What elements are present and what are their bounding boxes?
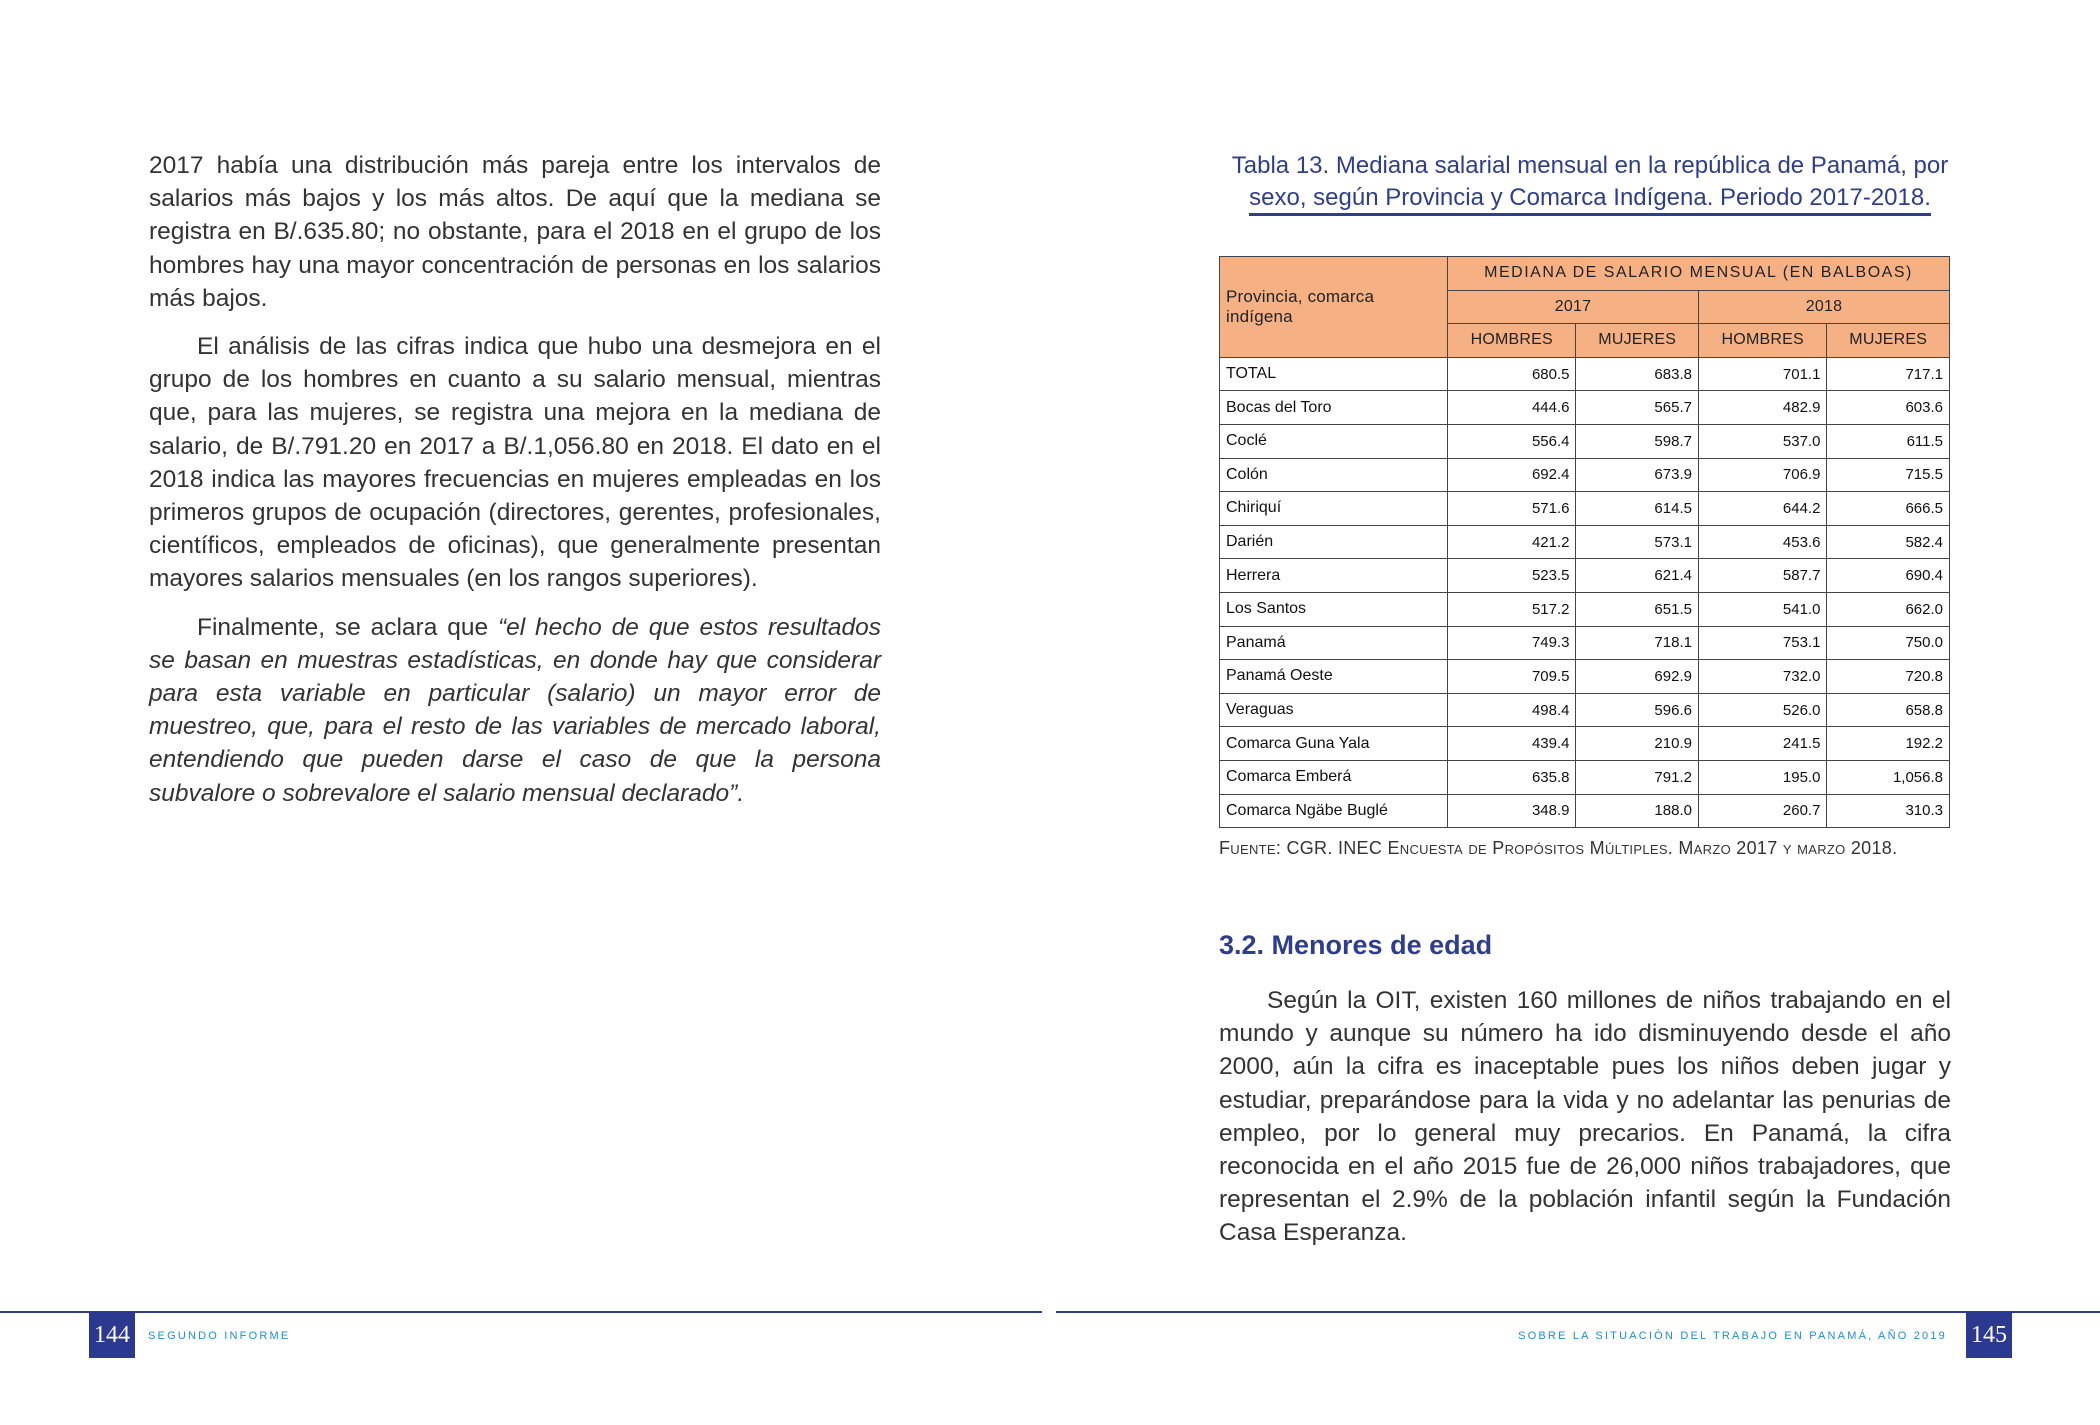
- table-row: [1220, 794, 1950, 828]
- value-cell: 662.0: [1827, 592, 1950, 626]
- value-cell: 658.8: [1827, 693, 1950, 727]
- value-cell: 573.1: [1576, 525, 1698, 559]
- table-row: [1220, 693, 1950, 727]
- row-name-cell: Darién: [1220, 525, 1448, 559]
- row-name-cell: Comarca Emberá: [1220, 760, 1448, 794]
- row-name-cell: Panamá: [1220, 626, 1448, 660]
- sub-header: HOMBRES: [1448, 324, 1576, 358]
- value-cell: 587.7: [1698, 559, 1826, 593]
- quote-intro: Finalmente, se aclara que: [197, 613, 498, 641]
- table-row: [1220, 626, 1950, 660]
- value-cell: 603.6: [1827, 391, 1950, 425]
- row-name-cell: Los Santos: [1220, 592, 1448, 626]
- row-name-cell: Coclé: [1220, 424, 1448, 458]
- value-cell: 482.9: [1698, 391, 1826, 425]
- table-caption-line-1: Tabla 13. Mediana salarial mensual en la república de Panamá, por: [1231, 152, 1949, 179]
- value-cell: 582.4: [1827, 525, 1950, 559]
- table-caption: [1220, 150, 1960, 214]
- value-cell: 614.5: [1576, 492, 1698, 526]
- table-row: [1220, 357, 1950, 391]
- table-row: [1220, 760, 1950, 794]
- section-heading: 3.2. Menores de edad: [1219, 930, 1493, 960]
- paragraph: Según la OIT, existen 160 millones de niños trabajando en el mundo y aunque su número ha ido disminuyendo desde el año 2000, aún la cifra es inaceptable pues los niños deben jugar y estudiar, preparándose para la vida y no adelantar las penurias de empleo, por lo general muy precarios. En Panamá, la cifra reconocida en el año 2015 fue de 26,000 niños trabajadores, que representan el 2.9% de la población infantil según la Fundación Casa Esperanza.: [1219, 987, 1951, 1247]
- value-cell: 241.5: [1698, 727, 1826, 761]
- value-cell: 611.5: [1827, 424, 1950, 458]
- left-body-text: [149, 149, 881, 825]
- value-cell: 673.9: [1576, 458, 1698, 492]
- value-cell: 195.0: [1698, 760, 1826, 794]
- table-source: Fuente: CGR. INEC Encuesta de Propósitos Múltiples. Marzo 2017 y marzo 2018.: [1219, 838, 1898, 858]
- row-name-cell: Panamá Oeste: [1220, 660, 1448, 694]
- value-cell: 565.7: [1576, 391, 1698, 425]
- value-cell: 571.6: [1448, 492, 1576, 526]
- table-row: [1220, 391, 1950, 425]
- value-cell: 210.9: [1576, 727, 1698, 761]
- band-header: MEDIANA DE SALARIO MENSUAL (EN BALBOAS): [1448, 257, 1950, 291]
- value-cell: 192.2: [1827, 727, 1950, 761]
- sub-header: MUJERES: [1827, 324, 1950, 358]
- quote-text: “el hecho de que estos resultados se basan en muestras estadísticas, en donde hay que considerar para esta variable en particular (salario) un mayor error de muestreo, que, para el resto de las variables de mercado laboral, entendiendo que pueden darse el caso de que la persona subvalore o sobrevalore el salario mensual declarado”.: [149, 613, 881, 807]
- footer-rule-left: [0, 1311, 1042, 1313]
- value-cell: 683.8: [1576, 357, 1698, 391]
- value-cell: 717.1: [1827, 357, 1950, 391]
- page-number-right: 145: [1966, 1312, 2012, 1358]
- year-header: 2017: [1448, 290, 1699, 324]
- value-cell: 749.3: [1448, 626, 1576, 660]
- value-cell: 791.2: [1576, 760, 1698, 794]
- value-cell: 718.1: [1576, 626, 1698, 660]
- value-cell: 666.5: [1827, 492, 1950, 526]
- value-cell: 651.5: [1576, 592, 1698, 626]
- value-cell: 598.7: [1576, 424, 1698, 458]
- value-cell: 498.4: [1448, 693, 1576, 727]
- page-number-left: 144: [89, 1312, 135, 1358]
- value-cell: 556.4: [1448, 424, 1576, 458]
- value-cell: 453.6: [1698, 525, 1826, 559]
- value-cell: 715.5: [1827, 458, 1950, 492]
- value-cell: 753.1: [1698, 626, 1826, 660]
- year-header: 2018: [1698, 290, 1949, 324]
- row-name-cell: Comarca Ngäbe Buglé: [1220, 794, 1448, 828]
- value-cell: 644.2: [1698, 492, 1826, 526]
- table-row: [1220, 660, 1950, 694]
- paragraph: El análisis de las cifras indica que hubo una desmejora en el grupo de los hombres en cuanto a su salario mensual, mientras que, para las mujeres, se registra una mejora en la mediana de salario, de B/.791.20 en 2017 a B/.1,056.80 en 2018. El dato en el 2018 indica las mayores frecuencias en mujeres empleadas en los primeros grupos de ocupación (directores, gerentes, profesionales, científicos, empleados de oficinas), que generalmente presentan mayores salarios mensuales (en los rangos superiores).: [149, 333, 881, 593]
- row-header: Provincia, comarca indígena: [1220, 257, 1448, 358]
- running-head-right: SOBRE LA SITUACIÓN DEL TRABAJO EN PANAMÁ, AÑO 2019: [1518, 1330, 1947, 1342]
- table-row: [1220, 492, 1950, 526]
- table-row: [1220, 727, 1950, 761]
- row-name-cell: Bocas del Toro: [1220, 391, 1448, 425]
- value-cell: 621.4: [1576, 559, 1698, 593]
- value-cell: 541.0: [1698, 592, 1826, 626]
- table-row: [1220, 424, 1950, 458]
- value-cell: 439.4: [1448, 727, 1576, 761]
- value-cell: 635.8: [1448, 760, 1576, 794]
- value-cell: 421.2: [1448, 525, 1576, 559]
- value-cell: 260.7: [1698, 794, 1826, 828]
- value-cell: 706.9: [1698, 458, 1826, 492]
- row-name-cell: Herrera: [1220, 559, 1448, 593]
- value-cell: 444.6: [1448, 391, 1576, 425]
- value-cell: 692.9: [1576, 660, 1698, 694]
- right-body-text: [1219, 984, 1951, 1265]
- value-cell: 348.9: [1448, 794, 1576, 828]
- value-cell: 188.0: [1576, 794, 1698, 828]
- value-cell: 537.0: [1698, 424, 1826, 458]
- row-name-cell: Comarca Guna Yala: [1220, 727, 1448, 761]
- row-name-cell: TOTAL: [1220, 357, 1448, 391]
- value-cell: 709.5: [1448, 660, 1576, 694]
- row-name-cell: Veraguas: [1220, 693, 1448, 727]
- value-cell: 523.5: [1448, 559, 1576, 593]
- quote-paragraph: [149, 611, 881, 810]
- row-name-cell: Chiriquí: [1220, 492, 1448, 526]
- salary-table: [1219, 256, 1950, 828]
- value-cell: 692.4: [1448, 458, 1576, 492]
- table-row: [1220, 559, 1950, 593]
- sub-header: MUJERES: [1576, 324, 1698, 358]
- table-row: [1220, 592, 1950, 626]
- value-cell: 750.0: [1827, 626, 1950, 660]
- table-caption-line-2: sexo, según Provincia y Comarca Indígena. Periodo 2017-2018.: [1249, 184, 1931, 216]
- paragraph: 2017 había una distribución más pareja entre los intervalos de salarios más bajos y los más altos. De aquí que la mediana se registra en B/.635.80; no obstante, para el 2018 en el grupo de los hombres hay una mayor concentración de personas en los salarios más bajos.: [149, 152, 881, 312]
- sub-header: HOMBRES: [1698, 324, 1826, 358]
- table-row: [1220, 525, 1950, 559]
- value-cell: 720.8: [1827, 660, 1950, 694]
- value-cell: 517.2: [1448, 592, 1576, 626]
- value-cell: 690.4: [1827, 559, 1950, 593]
- table-row: [1220, 458, 1950, 492]
- value-cell: 596.6: [1576, 693, 1698, 727]
- value-cell: 1,056.8: [1827, 760, 1950, 794]
- value-cell: 526.0: [1698, 693, 1826, 727]
- footer-rule-right: [1056, 1311, 2100, 1313]
- row-name-cell: Colón: [1220, 458, 1448, 492]
- value-cell: 732.0: [1698, 660, 1826, 694]
- value-cell: 701.1: [1698, 357, 1826, 391]
- value-cell: 310.3: [1827, 794, 1950, 828]
- value-cell: 680.5: [1448, 357, 1576, 391]
- running-head-left: SEGUNDO INFORME: [148, 1330, 291, 1342]
